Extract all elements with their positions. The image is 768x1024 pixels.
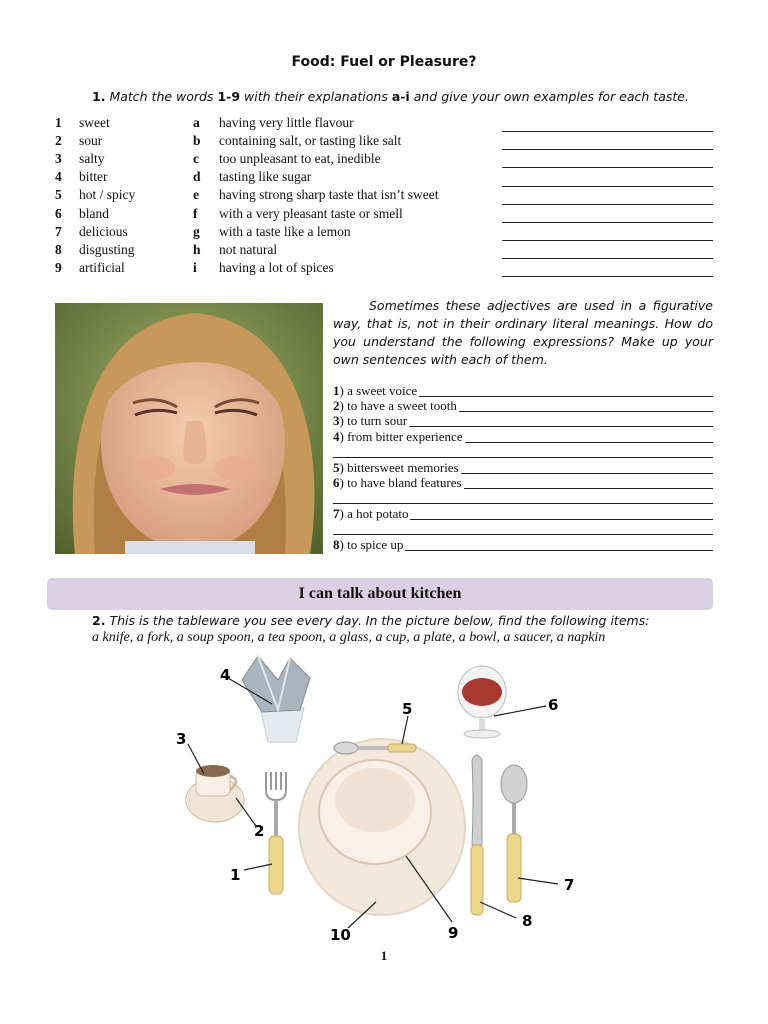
callout-label: 6 xyxy=(548,696,559,714)
soup-spoon-icon xyxy=(501,765,527,902)
answer-blank[interactable] xyxy=(333,534,713,535)
expression-line[interactable]: 6) to have bland features xyxy=(333,475,713,490)
task1-instruction: 1. Match the words 1-9 with their explanations a-i and give your own examples for each taste. xyxy=(92,89,689,104)
callout-label: 2 xyxy=(254,822,265,840)
section-banner: I can talk about kitchen xyxy=(47,578,713,610)
callout-label: 7 xyxy=(564,876,575,894)
glass-icon xyxy=(458,666,506,738)
fork-icon xyxy=(266,772,286,894)
callout-label: 3 xyxy=(176,730,187,748)
expression-line[interactable]: 7) a hot potato xyxy=(333,506,713,521)
callout-label: 9 xyxy=(448,924,459,942)
napkin-icon xyxy=(242,656,310,742)
callout-label: 5 xyxy=(402,700,413,718)
answer-blank[interactable] xyxy=(502,258,713,259)
answer-blank[interactable] xyxy=(502,222,713,223)
expression-line[interactable]: 8) to spice up xyxy=(333,537,713,552)
answer-blank[interactable] xyxy=(502,240,713,241)
expression-line[interactable]: 4) from bitter experience xyxy=(333,429,713,444)
page-number: 1 xyxy=(380,948,388,963)
answer-blank[interactable] xyxy=(502,204,713,205)
answer-blank[interactable] xyxy=(333,503,713,504)
items-list: a knife, a fork, a soup spoon, a tea spoon, a glass, a cup, a plate, a bowl, a saucer, a napkin xyxy=(92,630,606,645)
knife-icon xyxy=(471,755,483,915)
answer-blank[interactable] xyxy=(333,457,713,458)
cup-icon xyxy=(186,765,244,822)
tableware-illustration xyxy=(160,650,600,950)
answer-blank[interactable] xyxy=(502,149,713,150)
task2-instruction: 2. This is the tableware you see every day. In the picture below, find the following items: xyxy=(92,613,650,628)
girl-photo xyxy=(55,303,323,554)
callout-label: 4 xyxy=(220,666,231,684)
expression-line[interactable]: 5) bittersweet memories xyxy=(333,460,713,475)
answer-blank[interactable] xyxy=(502,276,713,277)
answer-blank[interactable] xyxy=(502,186,713,187)
answer-blank[interactable] xyxy=(502,131,713,132)
answer-blank[interactable] xyxy=(502,167,713,168)
expression-line[interactable]: 2) to have a sweet tooth xyxy=(333,398,713,413)
callout-label: 1 xyxy=(230,866,241,884)
expression-line[interactable]: 3) to turn sour xyxy=(333,413,713,428)
callout-label: 10 xyxy=(330,926,351,944)
figurative-instruction: Sometimes these adjectives are used in a figurative way, that is, not in their ordinary literal meanings. How do you understand the following expressions? Make up your own sentences with each of them. xyxy=(333,298,713,367)
page-title: Food: Fuel or Pleasure? xyxy=(291,54,477,70)
callout-label: 8 xyxy=(522,912,533,930)
expression-line[interactable]: 1) a sweet voice xyxy=(333,383,713,398)
